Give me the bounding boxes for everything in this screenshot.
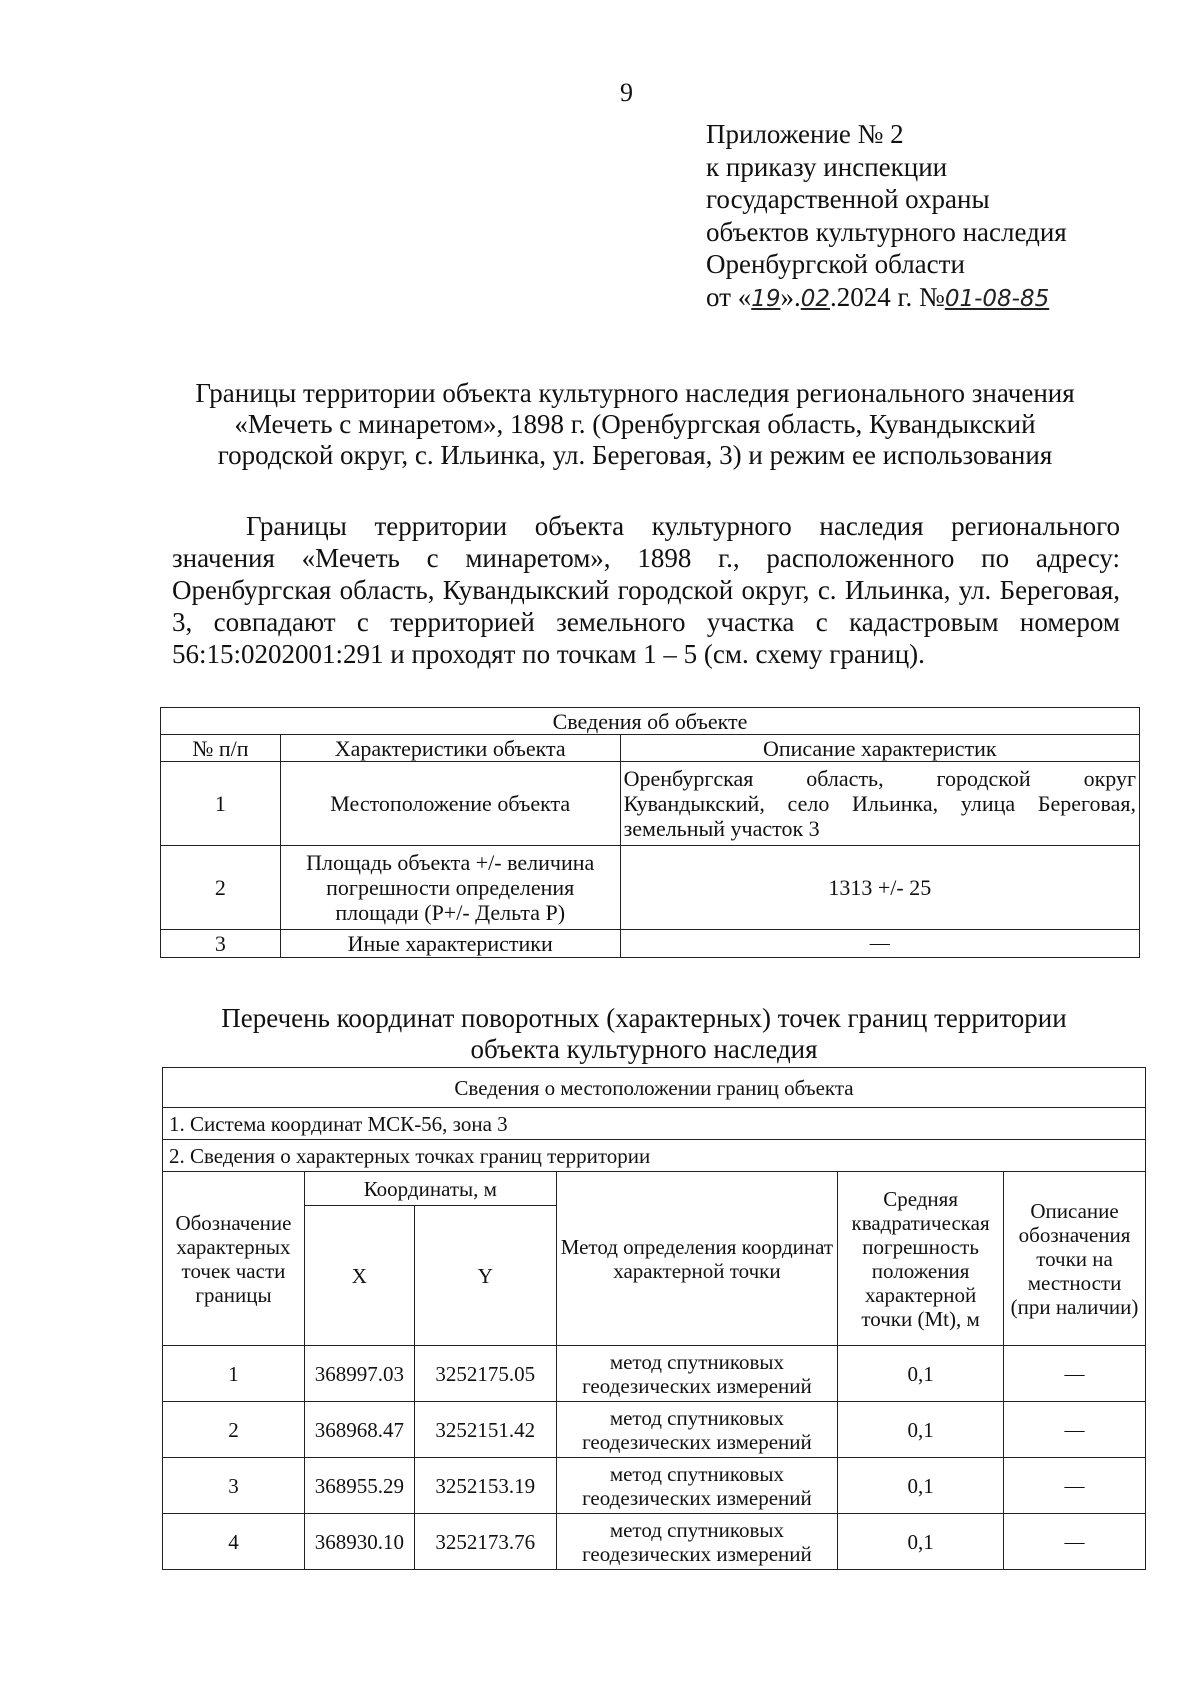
header-cell: Характеристики объекта	[280, 735, 620, 762]
row-value: Оренбургская область, городской округ Кувандыкский, село Ильинка, улица Береговая, земельный участок 3	[620, 762, 1139, 846]
points-caption: 2. Сведения о характерных точках границ территории	[163, 1140, 1146, 1172]
point-x: 368955.29	[304, 1458, 414, 1514]
table-row	[161, 846, 1140, 930]
row-name: Площадь объекта +/- величина погрешности определения площади (P+/- Дельта P)	[280, 846, 620, 930]
header-method: Метод определения координат характерной точки	[556, 1172, 837, 1346]
header-y: Y	[414, 1206, 556, 1346]
document-title	[160, 378, 1110, 471]
point-method: метод спутниковых геодезических измерений	[556, 1346, 837, 1402]
date-suffix: .2024 г. №	[830, 281, 945, 312]
point-error: 0,1	[838, 1514, 1004, 1570]
header-designation: Обозначение характерных точек части границы	[163, 1172, 305, 1346]
header-coordinates: Координаты, м	[304, 1172, 556, 1206]
point-description: —	[1004, 1458, 1146, 1514]
point-number: 1	[163, 1346, 305, 1402]
point-x: 368968.47	[304, 1402, 414, 1458]
coordinate-system: 1. Система координат МСК-56, зона 3	[163, 1108, 1146, 1140]
heading-line: Перечень координат поворотных (характерных) точек границ территории	[221, 1003, 1067, 1033]
point-number: 3	[163, 1458, 305, 1514]
date-prefix: от «	[706, 281, 752, 312]
point-x: 368997.03	[304, 1346, 414, 1402]
row-number: 1	[161, 762, 281, 846]
table-row	[163, 1458, 1146, 1514]
point-x: 368930.10	[304, 1514, 414, 1570]
table-row	[163, 1346, 1146, 1402]
coordinates-heading	[160, 1003, 1128, 1065]
point-number: 2	[163, 1402, 305, 1458]
header-x: X	[304, 1206, 414, 1346]
title-line: городской округ, с. Ильинка, ул. Береговая, 3) и режим ее использования	[217, 440, 1053, 470]
point-method: метод спутниковых геодезических измерений	[556, 1402, 837, 1458]
handwritten-order-number: 01-08-85	[944, 285, 1050, 312]
point-description: —	[1004, 1346, 1146, 1402]
point-y: 3252153.19	[414, 1458, 556, 1514]
appendix-line: к приказу инспекции	[706, 151, 948, 182]
point-method: метод спутниковых геодезических измерений	[556, 1458, 837, 1514]
table-row	[161, 930, 1140, 958]
table-caption: Сведения об объекте	[161, 708, 1140, 735]
header-description: Описание обозначения точки на местности (при наличии)	[1004, 1172, 1146, 1346]
appendix-line: государственной охраны	[706, 184, 990, 214]
page-number: 9	[620, 78, 633, 107]
point-error: 0,1	[838, 1402, 1004, 1458]
date-mid: ».	[780, 281, 801, 312]
object-info-table	[160, 707, 1140, 958]
appendix-header	[706, 118, 1067, 315]
header-error: Средняя квадратическая погрешность положения характерной точки (Mt), м	[838, 1172, 1004, 1346]
handwritten-day: 19	[751, 285, 781, 312]
header-cell: Описание характеристик	[620, 735, 1139, 762]
point-y: 3252151.42	[414, 1402, 556, 1458]
coordinates-table	[162, 1067, 1146, 1570]
point-description: —	[1004, 1402, 1146, 1458]
row-name: Местоположение объекта	[280, 762, 620, 846]
handwritten-month: 02	[800, 285, 831, 312]
point-error: 0,1	[838, 1346, 1004, 1402]
table-row	[163, 1514, 1146, 1570]
point-error: 0,1	[838, 1458, 1004, 1514]
table-caption: Сведения о местоположении границ объекта	[163, 1068, 1146, 1108]
row-number: 2	[161, 846, 281, 930]
title-line: Границы территории объекта культурного наследия регионального значения	[195, 378, 1075, 408]
point-description: —	[1004, 1514, 1146, 1570]
appendix-line: объектов культурного наследия	[706, 216, 1067, 247]
point-number: 4	[163, 1514, 305, 1570]
row-number: 3	[161, 930, 281, 958]
title-line: «Мечеть с минаретом», 1898 г. (Оренбургская область, Кувандыкский	[234, 409, 1036, 439]
row-name: Иные характеристики	[280, 930, 620, 958]
table-row	[163, 1402, 1146, 1458]
row-value: 1313 +/- 25	[620, 846, 1139, 930]
row-value: —	[620, 930, 1139, 958]
heading-line: объекта культурного наследия	[470, 1034, 818, 1064]
point-y: 3252173.76	[414, 1514, 556, 1570]
appendix-line: Приложение № 2	[706, 119, 904, 149]
point-y: 3252175.05	[414, 1346, 556, 1402]
boundary-paragraph: Границы территории объекта культурного наследия регионального значения «Мечеть с минаретом», 1898 г., расположенного по адресу: Оренбургская область, Кувандыкский городской округ, с. Ильинка, ул. Береговая, 3, совпадают с территорией земельного участка с кадастровым номером 56:15:0202001:291 и проходят по точкам 1 – 5 (см. схему границ).	[172, 511, 1120, 669]
order-date-line	[706, 281, 1067, 316]
table-row	[161, 762, 1140, 846]
point-method: метод спутниковых геодезических измерений	[556, 1514, 837, 1570]
header-cell: № п/п	[161, 735, 281, 762]
appendix-line: Оренбургской области	[706, 249, 965, 279]
